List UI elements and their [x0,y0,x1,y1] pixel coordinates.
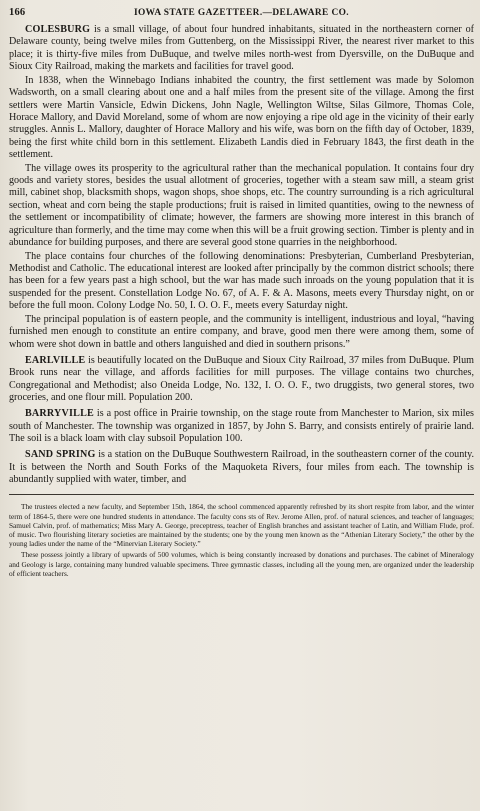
paragraph-text: is beautifully located on the DuBuque and Sioux City Railroad, 37 miles from DuBuque. Plum Brook runs near the village, and affords facilities for mill purposes. The village contains two churches, Congregational and Methodist; also Oneida Lodge, No. 132, I. O. O. F., two druggists, two general stores, two groceries, and one flour mill. Population 200. [9,354,474,403]
running-title: IOWA STATE GAZETTEER.—DELAWARE CO. [133,8,350,18]
paragraph-agriculture [9,163,474,249]
paragraph-population [9,314,474,351]
page-header [9,5,474,21]
footnote-section [9,502,474,578]
place-name-barryville: BARRYVILLE [25,408,94,420]
footnote-divider [9,494,474,495]
main-text [9,24,474,486]
paragraph-earlville [9,355,474,404]
paragraph-text: The principal population is of eastern people, and the community is intelligent, industrious and loyal, “having furnished men enough to constitute an entire company, and brave, good men there were among them, some of whom were shot down in battle and others languished and died in southern prisons.” [9,313,474,350]
place-name-colesburg: COLESBURG [25,24,91,35]
footnote-library: These possess jointly a library of upwards of 500 volumes, which is being constantly increased by donations and purchases. The cabinet of Mineralogy and Geology is large, containing many hundred valuable specimens. Three gymnastic classes, including all the young men, are organized under the leadership of efficient teachers. [9,550,474,578]
paragraph-text: In 1838, when the Winnebago Indians inhabited the country, the first settlement was made by Solomon Wadsworth, on a small clearing about one and a half miles from the present site of the village. Among the first settlers were Martin Vansicle, Edwin Dickens, John Nagle, Wellington Wiltse, Silas Gilmore, Thomas Cole, Horace Mallory, and David Moreland, some of whom are now enjoying a ripe old age in the vicinity of their early struggles. Annis L. Mallory, daughter of Horace Mallory and his wife, was born on the fifth day of October, 1839, being the first white child born in this settlement. Elizabeth Landis died in February 1843, the first death in the settlement. [9,74,474,160]
paragraph-text: is a post office in Prairie township, on the stage route from Manchester to Marion, six miles south of Manchester. The township was organized in 1857, by John S. Barry, and consists entirely of prairie land. The soil is a black loam with clay subsoil Population 100. [9,408,474,444]
paragraph-text: The place contains four churches of the following denominations: Presbyterian, Cumberland Presbyterian, Methodist and Catholic. The educational interest are looked after principally by the common district schools; there has been for a few years past a high school, but the war has made such inroads on the young population that it is suspended for the present. Constellation Lodge No. 67, of A. F. & A. Masons, meets every Thursday night, on or before the full moon. Colony Lodge No. 50, I. O. O. F., meets every Saturday night. [9,250,474,312]
paragraph-churches-schools [9,251,474,313]
paragraph-settlement-history [9,75,474,161]
paragraph-text: is a small village, of about four hundred inhabitants, situated in the northeastern corner of Delaware county, being twelve miles from Guttenberg, on the Mississippi River, the nearest river market to this place; it is thirty-five miles from DuBuque, and twelve miles north-west from Dyersville, on the DuBuque and Sioux City Railroad, making the markets and facilities for travel good. [9,24,474,73]
footnote-faculty: The trustees elected a new faculty, and September 15th, 1864, the school commenced apparently refreshed by its short respite from labor, and the winter term of 1864-5, there were one hundred students in attendance. The faculty cons sts of Rev. Jerome Allen, prof. of natural sciences, and teacher of languages; Samuel Calvin, prof. of mathematics; Miss Mary A. George, preceptress, teacher of English branches and assistant teacher of Latin, and William Flude, prof. of music. Two flourishing literary societies are maintained by the students; one by the young men known as the “Athenian Literary Society,” the other by the young ladies under the name of the “Minervian Literary Society.” [9,502,474,549]
paragraph-barryville [9,408,474,445]
paragraph-sand-spring [9,449,474,486]
paragraph-colesburg [9,24,474,73]
paragraph-text: is a station on the DuBuque Southwestern Railroad, in the southeastern corner of the county. It is between the North and South Forks of the Maquoketa Rivers, four miles from each. The township is abundantly supplied with water, timber, and [9,449,474,486]
page-number: 166 [9,7,26,18]
paragraph-text: The village owes its prosperity to the agricultural rather than the mechanical population. It contains four dry goods and variety stores, besides the usual allotment of groceries, together with a steam saw mill, a steam grist mill, cabinet shop, blacksmith shops, wagon shops, shoe shops, etc. The country surrounding is a rich agricultural section, wheat and corn being the staple productions; fruit is raised in limited quantities, owing to the newness of the settlement or incompatibility of climate; however, the farmers are showing more interest in this branch of agriculture than formerly, and the time may come when this will be a fruit growing section. Timber is plenty and in abundance for building purposes, and there are several good stone quarries in the neighborhood. [9,162,474,248]
place-name-earlville: EARLVILLE [25,354,86,366]
place-name-sand-spring: SAND SPRING [25,449,96,461]
